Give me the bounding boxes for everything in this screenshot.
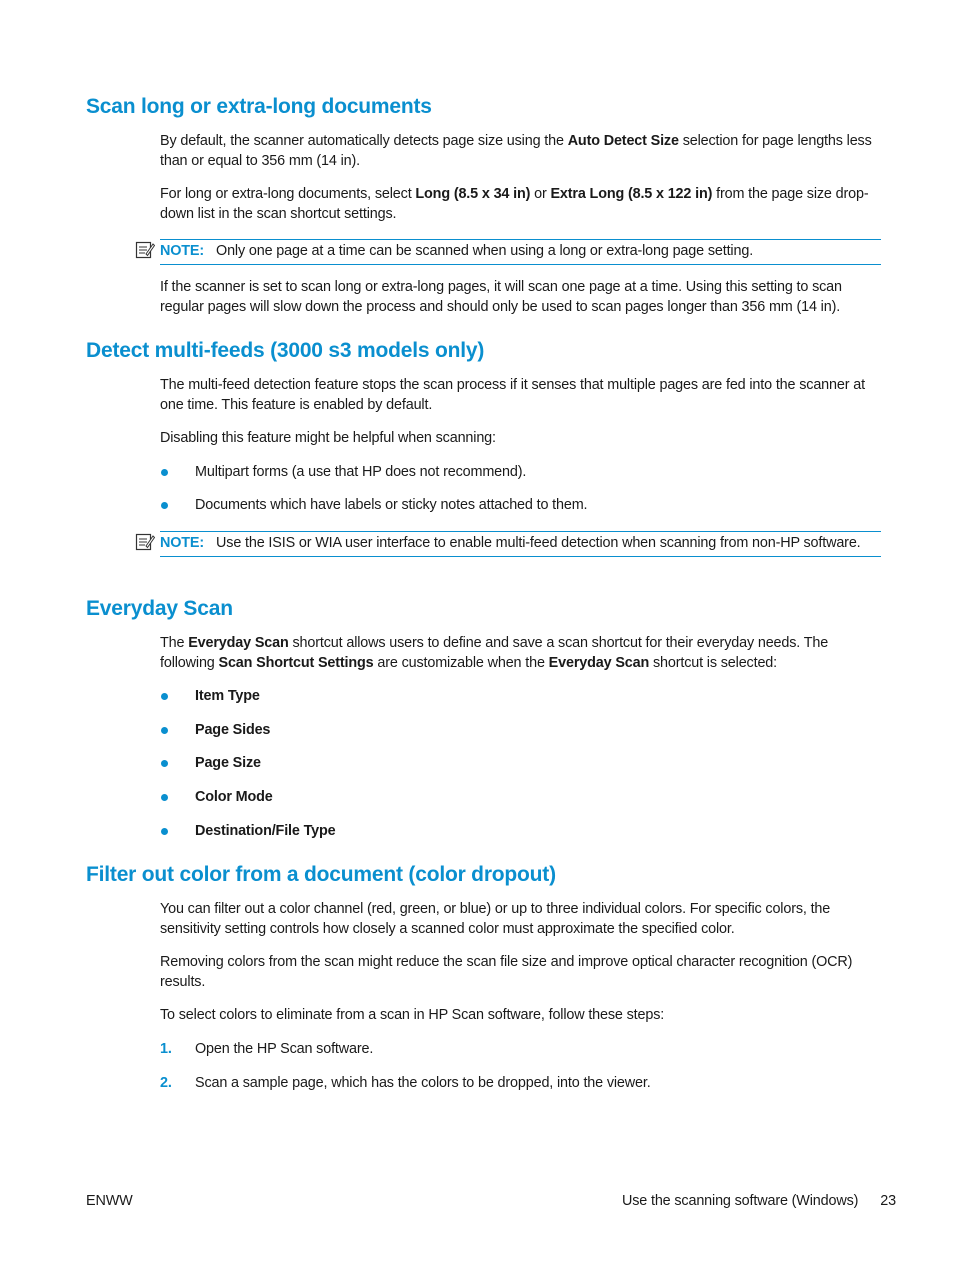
paragraph-multifeed-desc: The multi-feed detection feature stops the scan process if it senses that multiple pages are fed into the scanner at one time. This feature is enabled by default. [160, 377, 865, 413]
note-box-long [160, 239, 881, 265]
note-text: Use the ISIS or WIA user interface to enable multi-feed detection when scanning from non-HP software. [216, 535, 861, 551]
heading-scan-long: Scan long or extra-long documents [86, 95, 432, 118]
paragraph-one-page: If the scanner is set to scan long or extra-long pages, it will scan one page at a time. Using this setting to scan regular pages will slow down the process and should only be used to scan pages longer than 356 mm (14 in). [160, 279, 842, 315]
paragraph-dropout-desc: You can filter out a color channel (red, green, or blue) or up to three individual colors. For specific colors, the sensitivity setting controls how closely a scanned color must approximate the specified color. [160, 901, 831, 937]
note-label: NOTE: [160, 535, 205, 551]
note-text: Only one page at a time can be scanned when using a long or extra-long page setting. [216, 243, 754, 259]
step-number: 2. [160, 1075, 172, 1091]
page-number: 23 [880, 1193, 896, 1209]
heading-everyday: Everyday Scan [86, 597, 233, 620]
step-text: Scan a sample page, which has the colors to be dropped, into the viewer. [195, 1075, 651, 1091]
bullet-icon [161, 727, 168, 734]
note-icon [135, 240, 155, 260]
step-number: 1. [160, 1041, 172, 1057]
document-page: Scan long or extra-long documents By default, the scanner automatically detects page size using the Auto Detect Size selection for page lengths less than or equal to 356 mm (14 in). For long or extra-long documents, select Long (8.5 x 34 in) or Extra Long (8.5 x 122 in) from the page size drop-down list in the scan shortcut settings. NOTE: Only one page at a time can be scanned when using a long or extra-long page setting. If the scanner is set to scan long or extra-long pages, it will scan one page at a time. Using this setting to scan regular pages will slow down the process and should only be used to scan pages longer than 356 mm (14 in). Detect multi-feeds (3000 s3 models only) The multi-feed detection feature stops the scan process if it senses that multiple pages are fed into the scanner at one time. This feature is enabled by default. Disabling this feature might be helpful when scanning: Multipart forms (a use that HP does not recommend). Documents which have labels or sticky notes attached to them. NOTE: Use the ISIS or WIA user interface to enable multi-feed detection when scanning from non-HP software. Everyday Scan The Everyday Scan shortcut allows users to define and save a scan shortcut for their everyday needs. The following Scan Shortcut Settings are customizable when the Everyday Scan shortcut is selected: Item Type Page Sides Page Size Color Mode Destination/File Type Filter out color from a document (color dropout) You can filter out a color channel (red, green, or blue) or up to three individual colors. For specific colors, the sensitivity setting controls how closely a scanned color must approximate the specified color. Removing colors from the scan might reduce the scan file size and improve optical character recognition (OCR) results. To select colors to eliminate from a scan in HP Scan software, follow these steps: 1. Open the HP Scan software. 2. Scan a sample page, which has the colors to be dropped, into the viewer. ENWW Use the scanning software (Windows) 23 [0, 0, 954, 1270]
footer-chapter-title: Use the scanning software (Windows) [621, 1193, 859, 1209]
note-box-multifeed [160, 531, 881, 557]
bullet-icon [161, 828, 168, 835]
note-icon [135, 532, 155, 552]
bullet-icon [161, 693, 168, 700]
paragraph-everyday-desc: The Everyday Scan shortcut allows users to define and save a scan shortcut for their everyday needs. The following Scan Shortcut Settings are customizable when the Everyday Scan shortcut is selected: [160, 635, 829, 671]
bullet-icon [161, 502, 168, 509]
note-label: NOTE: [160, 243, 205, 259]
paragraph-dropout-steps-intro: To select colors to eliminate from a scan in HP Scan software, follow these steps: [160, 1007, 665, 1023]
paragraph-long-options: For long or extra-long documents, select Long (8.5 x 34 in) or Extra Long (8.5 x 122 in) from the page size drop-down list in the scan shortcut settings. [160, 186, 869, 222]
footer-left: ENWW [86, 1193, 133, 1209]
paragraph-dropout-benefit: Removing colors from the scan might reduce the scan file size and improve optical character recognition (OCR) results. [160, 954, 853, 990]
paragraph-auto-detect: By default, the scanner automatically detects page size using the Auto Detect Size selection for page lengths less than or equal to 356 mm (14 in). [160, 133, 872, 169]
paragraph-disabling: Disabling this feature might be helpful when scanning: [160, 430, 496, 446]
bullet-icon [161, 794, 168, 801]
bullet-icon [161, 469, 168, 476]
step-text: Open the HP Scan software. [195, 1041, 374, 1057]
footer-right [622, 1192, 896, 1212]
heading-dropout: Filter out color from a document (color dropout) [86, 863, 556, 886]
heading-multifeed: Detect multi-feeds (3000 s3 models only) [86, 339, 485, 362]
bullet-icon [161, 760, 168, 767]
